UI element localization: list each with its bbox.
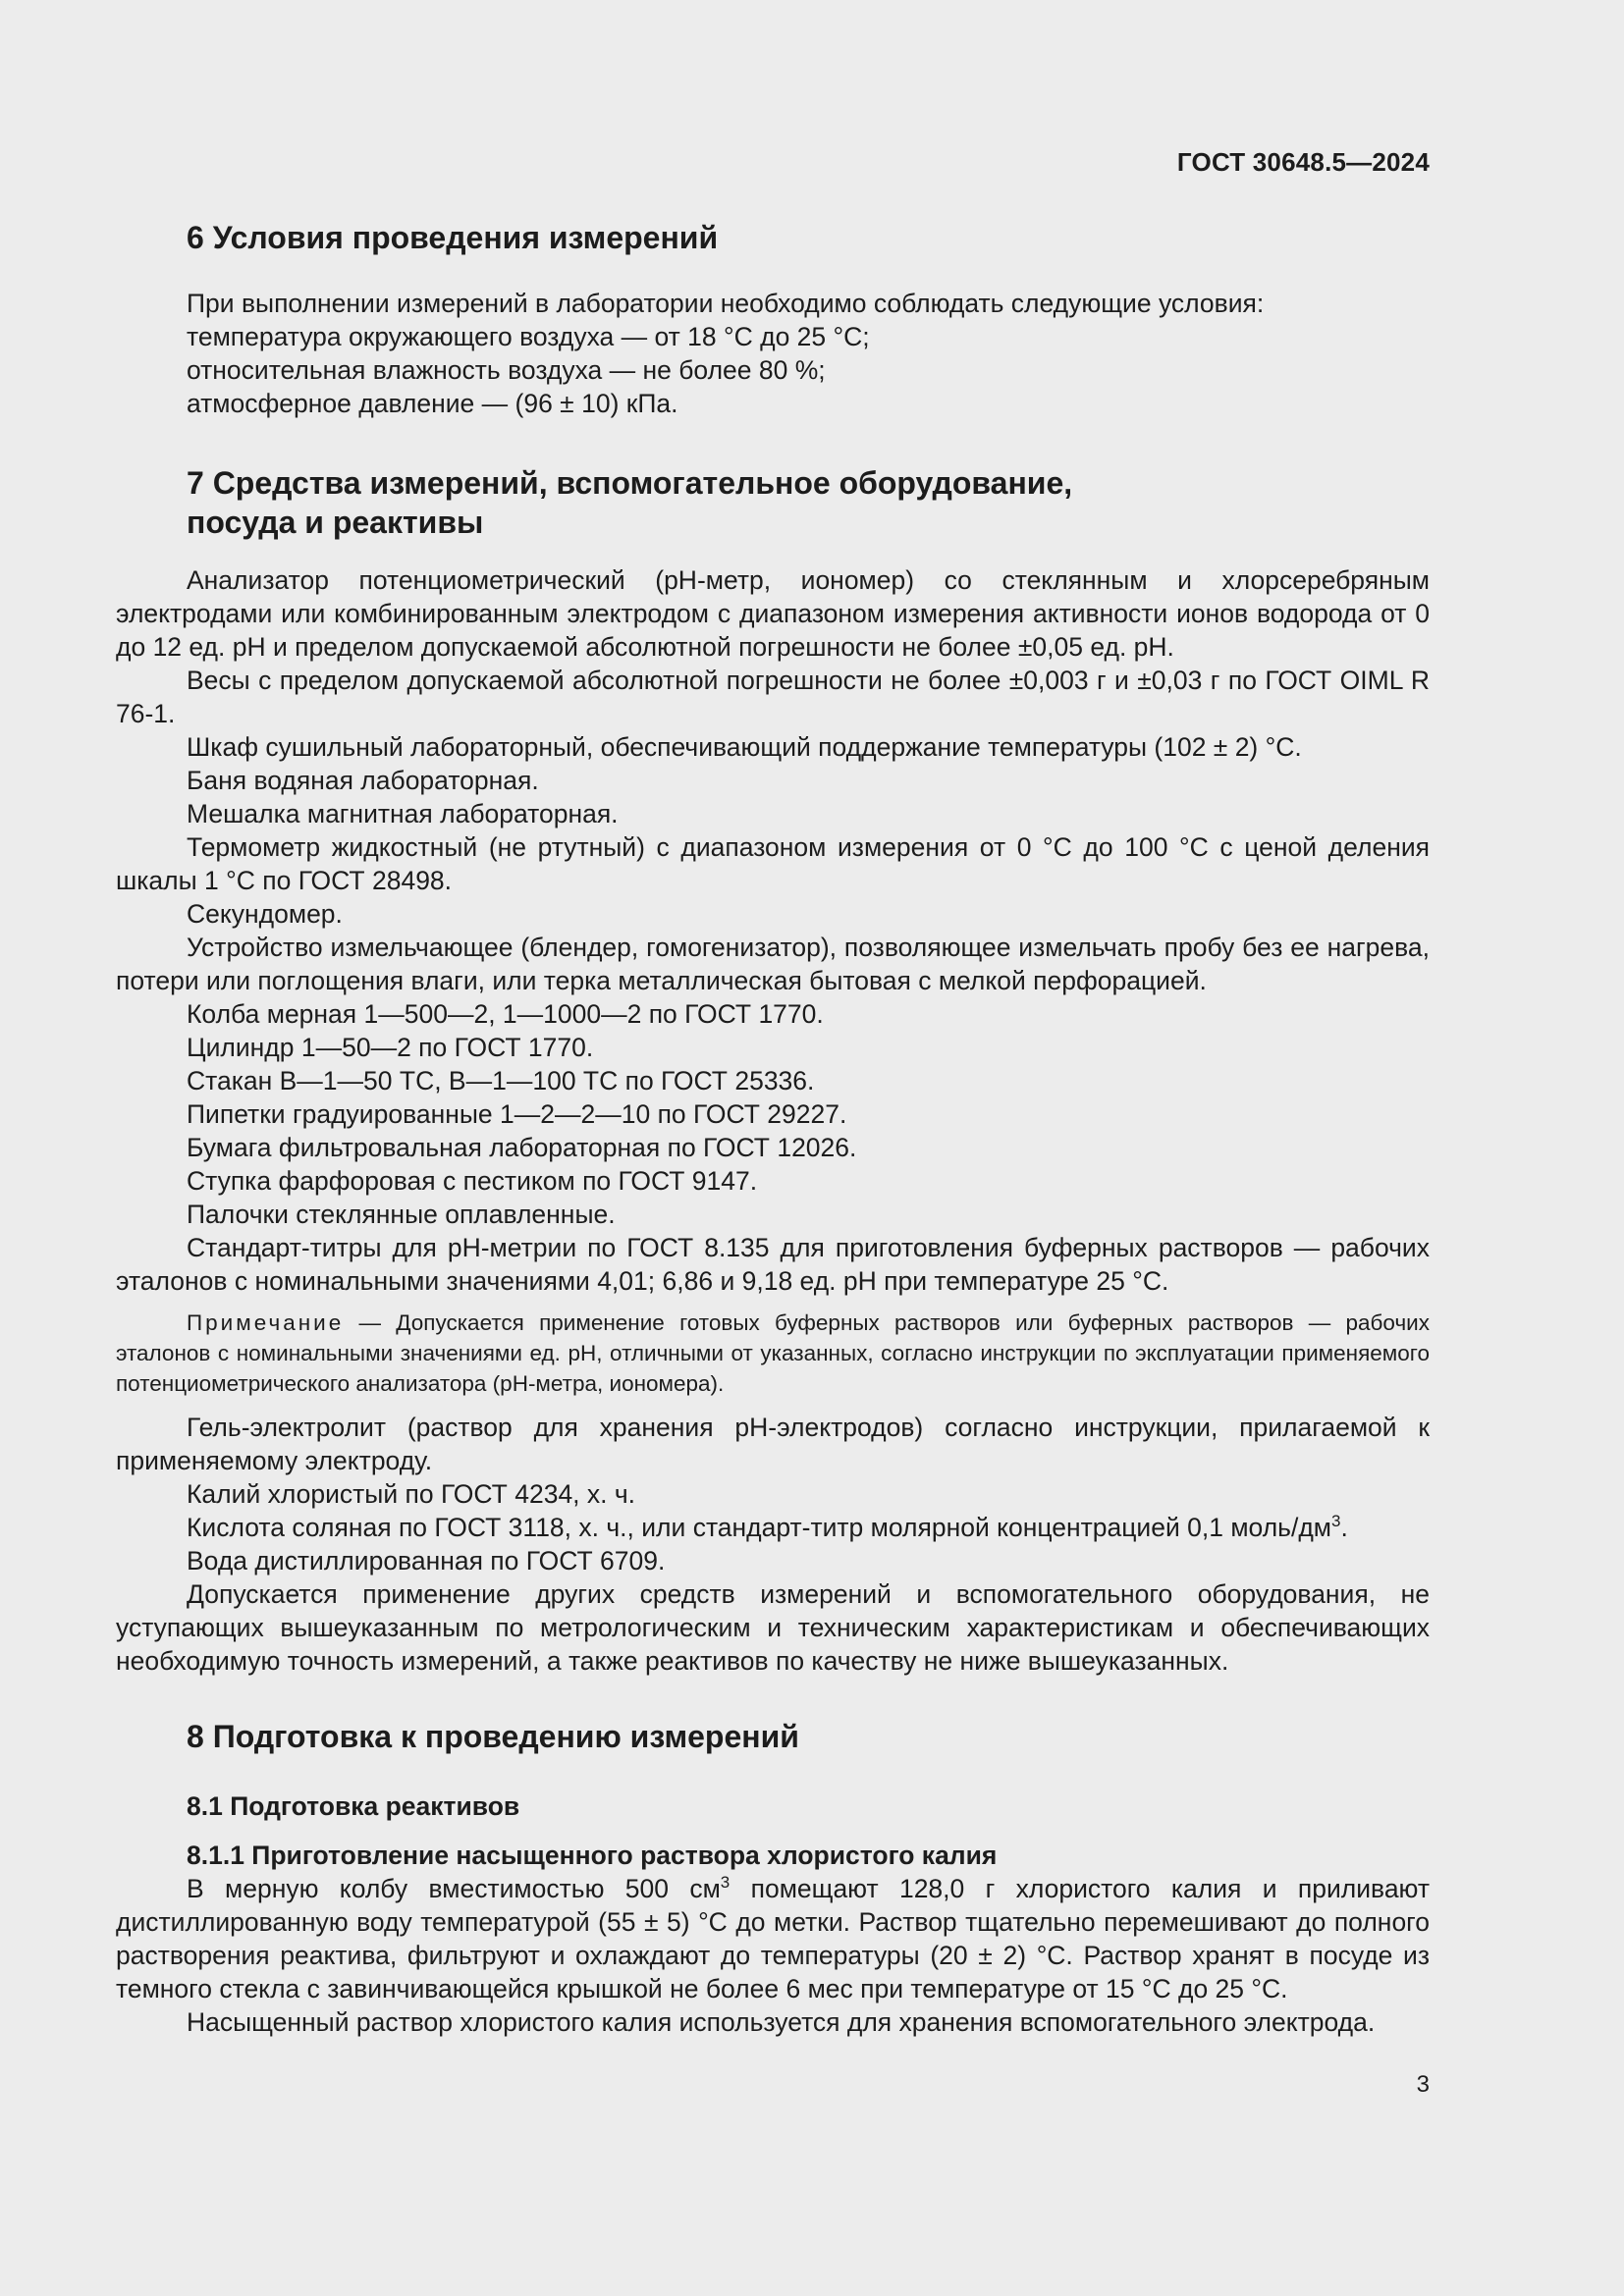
reagent-paragraph: Допускается применение других средств измерений и вспомогательного оборудования, не уступающих вышеуказанным по метрологическим и техническим характеристикам и обеспечивающих необходимую точность измерений, а также реактивов по качеству не ниже вышеуказанных. [116,1579,1430,1676]
reagent-text-end: . [1340,1513,1348,1542]
reagent-paragraph: Калий хлористый по ГОСТ 4234, х. ч. [187,1479,636,1509]
superscript: 3 [1331,1512,1341,1531]
procedure-paragraph [116,1872,1430,2005]
procedure-paragraph: Насыщенный раствор хлористого калия используется для хранения вспомогательного электрода. [187,2007,1376,2037]
condition-item: температура окружающего воздуха — от 18 °С до 25 °С; [187,322,870,351]
subsection-8-1-1-title: 8.1.1 Приготовление насыщенного раствора хлористого калия [187,1841,998,1870]
equipment-paragraph: Стакан В—1—50 ТС, В—1—100 ТС по ГОСТ 25336. [187,1066,815,1095]
equipment-paragraph: Анализатор потенциометрический (рН-метр, иономер) со стеклянным и хлорсеребряным электродами или комбинированным электродом с диапазоном измерения активности ионов водорода от 0 до 12 ед. рН и пределом допускаемой абсолютной погрешности не более ±0,05 ед. рН. [116,565,1430,662]
equipment-paragraph: Бумага фильтровальная лабораторная по ГОСТ 12026. [187,1133,857,1162]
reagent-paragraph [116,1511,1430,1544]
note-text: — Допускается применение готовых буферных растворов или буферных растворов — рабочих эталонов с номинальными значениями ед. рН, отличными от указанных, согласно инструкции по эксплуатации применяемого потенциометрического анализатора (рН-метра, иономера). [116,1310,1430,1396]
equipment-paragraph: Секундомер. [187,899,343,929]
reagent-paragraph: Вода дистиллированная по ГОСТ 6709. [187,1546,666,1575]
equipment-paragraph: Мешалка магнитная лабораторная. [187,799,619,828]
equipment-paragraph: Весы с пределом допускаемой абсолютной погрешности не более ±0,003 г и ±0,03 г по ГОСТ OIML R 76-1. [116,666,1430,728]
reagent-text: Кислота соляная по ГОСТ 3118, х. ч., или стандарт-титр молярной концентрацией 0,1 моль/дм [187,1513,1332,1542]
procedure-text-b: помещают 128,0 г хлористого калия и приливают дистиллированную воду температурой (55 ± 5) °С до метки. Раствор тщательно перемешивают до полного растворения реактива, фильтруют и охлаждают до температуры (20 ± 2) °С. Раствор хранят в посуде из темного стекла с завинчивающейся крышкой не более 6 мес при температуре от 15 °С до 25 °С. [116,1874,1430,2003]
section-6-title: 6 Условия проведения измерений [187,220,719,255]
equipment-paragraph: Цилиндр 1—50—2 по ГОСТ 1770. [187,1033,594,1062]
subsection-8-1-title: 8.1 Подготовка реактивов [187,1791,520,1821]
page-number: 3 [1416,2071,1430,2098]
section-7-title-line-1: 7 Средства измерений, вспомогательное оборудование, [187,465,1073,501]
section-8-title: 8 Подготовка к проведению измерений [187,1719,799,1754]
equipment-paragraph: Шкаф сушильный лабораторный, обеспечивающий поддержание температуры (102 ± 2) °С. [187,732,1302,762]
equipment-paragraph: Ступка фарфоровая с пестиком по ГОСТ 9147. [187,1166,758,1196]
standard-code-header: ГОСТ 30648.5—2024 [1176,147,1430,177]
note-label: Примечание [187,1310,345,1335]
equipment-paragraph: Колба мерная 1—500—2, 1—1000—2 по ГОСТ 1770. [187,999,824,1029]
equipment-paragraph: Термометр жидкостный (не ртутный) с диапазоном измерения от 0 °С до 100 °С с ценой деления шкалы 1 °С по ГОСТ 28498. [116,832,1430,895]
equipment-paragraph: Устройство измельчающее (блендер, гомогенизатор), позволяющее измельчать пробу без ее нагрева, потери или поглощения влаги, или терка металлическая бытовая с мелкой перфорацией. [116,933,1430,995]
procedure-text-a: В мерную колбу вместимостью 500 см [187,1874,721,1903]
equipment-paragraph: Палочки стеклянные оплавленные. [187,1200,616,1229]
section-6-intro: При выполнении измерений в лаборатории необходимо соблюдать следующие условия: [187,289,1265,318]
section-7-title [116,463,1430,542]
condition-item: относительная влажность воздуха — не более 80 %; [187,355,826,385]
reagent-paragraph: Гель-электролит (раствор для хранения рН-электродов) согласно инструкции, прилагаемой к применяемому электроду. [116,1413,1430,1475]
section-7-title-line-2: посуда и реактивы [187,505,484,540]
note-paragraph [116,1308,1430,1399]
superscript: 3 [720,1873,731,1893]
document-body [116,218,1430,2039]
equipment-paragraph: Стандарт-титры для рН-метрии по ГОСТ 8.135 для приготовления буферных растворов — рабочих эталонов с номинальными значениями 4,01; 6,86 и 9,18 ед. рН при температуре 25 °С. [116,1233,1430,1296]
equipment-paragraph: Пипетки градуированные 1—2—2—10 по ГОСТ 29227. [187,1099,847,1129]
equipment-paragraph: Баня водяная лабораторная. [187,766,539,795]
condition-item: атмосферное давление — (96 ± 10) кПа. [187,389,678,418]
